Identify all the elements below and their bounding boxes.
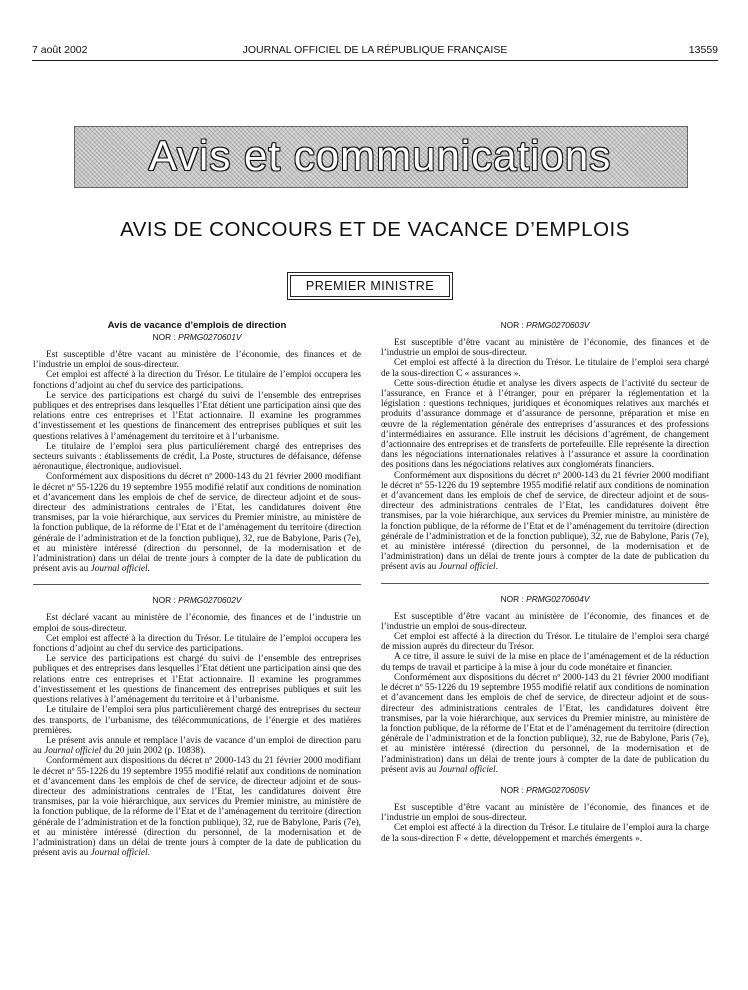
notice-separator [33, 584, 361, 585]
paragraph: Est susceptible d’être vacant au ministère de l’économie, des finances et de l’industrie un emploi de sous-directeur. [381, 338, 709, 359]
paragraph: Cette sous-direction étudie et analyse les divers aspects de l’activité du secteur de l’assurance, en France et à l’étranger, pour en préparer la réglementation et la législation : questions techniques, juridiques et économiques relatives aux marchés et produits d’assurance dommage et d’assurance de personne, préparation et mise en œuvre de la réglementation générale des entreprises d’assurances et des professions d’intermédiaires en assurance. Elle instruit les décisions d’agrément, de changement d’actionnaire des entreprises et de transferts de portefeuille. Elle représente la direction dans les négociations internationales relatives à l’assurance et assure la coordination des positions dans les négociations relatives aux conglomérats financiers. [381, 378, 709, 471]
paragraph: Cet emploi est affecté à la direction du Trésor. Le titulaire de l’emploi sera chargé de la sous-direction C « assurances ». [381, 358, 709, 379]
nor-code: PRMG0270601V [178, 332, 242, 342]
nor-reference: NOR : PRMG0270605V [500, 784, 590, 795]
paragraph-application: Conformément aux dispositions du décret nº 2000-143 du 21 février 2000 modifiant le décret nº 55-1226 du 19 septembre 1955 modifié relatif aux conditions de nomination et d’avancement dans les emplois de chef de service, de directeur adjoint et de sous-directeur des administrations centrales de l’Etat, les candidatures doivent être transmises, par la voie hiérarchique, aux services du Premier ministre, au ministère de la fonction publique, de la réforme de l’Etat et de l’aménagement du territoire (direction générale de l’administration et de la fonction publique), 32, rue de Babylone, Paris (7e), et au ministère intéressé (direction du personnel, de la modernisation et de l’administration) dans un délai de trente jours à compter de la date de publication du présent avis au Journal officiel. [33, 756, 361, 859]
nor-reference: NOR : PRMG0270601V [152, 332, 242, 342]
notice-1 [33, 332, 361, 574]
notice-4 [381, 594, 709, 775]
running-header [32, 44, 718, 58]
header-journal-title: JOURNAL OFFICIEL DE LA RÉPUBLIQUE FRANÇAISE [242, 44, 508, 56]
left-column [33, 320, 361, 858]
nor-code: PRMG0270604V [526, 593, 590, 604]
paragraph-application: Conformément aux dispositions du décret nº 2000-143 du 21 février 2000 modifiant le décret nº 55-1226 du 19 septembre 1955 modifié relatif aux conditions de nomination et d’avancement dans les emplois de chef de service, de directeur adjoint et de sous-directeur des administrations centrales de l’Etat, les candidatures doivent être transmises, par la voie hiérarchique, aux services du Premier ministre, au ministère de la fonction publique, de la réforme de l’Etat et de l’aménagement du territoire (direction générale de l’administration et de la fonction publique), 32, rue de Babylone, Paris (7e), et au ministère intéressé (direction du personnel, de la modernisation et de l’administration) dans un délai de trente jours à compter de la date de publication du présent avis au Journal officiel. [381, 470, 709, 573]
paragraph: Est susceptible d’être vacant au ministère de l’économie, des finances et de l’industrie un emploi de sous-directeur. [33, 350, 361, 371]
right-column [381, 320, 709, 844]
nor-reference: NOR : PRMG0270602V [152, 595, 242, 606]
notice-2 [33, 595, 361, 858]
paragraph: Est déclaré vacant au ministère de l’économie, des finances et de l’industrie un emploi de sous-directeur. [33, 613, 361, 634]
paragraph: Cet emploi est affecté à la direction du Trésor. Le titulaire de l’emploi sera chargé de mission auprès du directeur du Trésor. [381, 632, 709, 653]
section-title: AVIS DE CONCOURS ET DE VACANCE D’EMPLOIS [120, 218, 630, 241]
notice-heading: Avis de vacance d’emplois de direction [107, 320, 287, 331]
notice-5 [381, 785, 709, 844]
header-rule [32, 60, 718, 61]
paragraph: Le service des participations est chargé du suivi de l’ensemble des entreprises publiques et des entreprises dans lesquelles l’Etat détient une participation ainsi que des relations entre ces entreprises et l’Etat actionnaire. Il examine les programmes d’investissement et les questions de financement des entreprises publiques et suit les questions relatives à l’aménagement du territoire et à l’urbanisme. [33, 390, 361, 442]
banner-title: Avis et communications [148, 132, 612, 179]
header-page-number: 13559 [688, 44, 718, 56]
paragraph: Est susceptible d’être vacant au ministère de l’économie, des finances et de l’industrie un emploi de sous-directeur. [381, 611, 709, 632]
paragraph: Le titulaire de l’emploi sera plus particulièrement chargé des entreprises des secteurs suivants : établissements de crédit, La Poste, structures de défaisance, défense aéronautique, électronique, audiovisuel. [33, 441, 361, 473]
paragraph: Cet emploi est affecté à la direction du Trésor. Le titulaire de l’emploi occupera les fonctions d’adjoint au chef du service des participations. [33, 633, 361, 655]
paragraph: Le service des participations est chargé du suivi de l’ensemble des entreprises publiques et des entreprises dans lesquelles l’Etat détient une participation ainsi que des relations entre ces entreprises et l’Etat actionnaire. Il examine les programmes d’investissement et les questions de financement des entreprises publiques et suit les questions relatives à l’aménagement du territoire et à l’urbanisme. [33, 654, 361, 706]
nor-reference: NOR : PRMG0270603V [500, 320, 590, 330]
paragraph: A ce titre, il assure le suivi de la mise en place de l’aménagement et de la réduction du temps de travail et participe à la mise à jour du code monétaire et financier. [381, 652, 709, 673]
paragraph-annulment: Le présent avis annule et remplace l’avis de vacance d’un emploi de direction paru au Journal officiel du 20 juin 2002 (p. 10838). [33, 735, 361, 757]
nor-code: PRMG0270602V [178, 595, 242, 606]
paragraph-application: Conformément aux dispositions du décret nº 2000-143 du 21 février 2000 modifiant le décret nº 55-1226 du 19 septembre 1955 modifié relatif aux conditions de nomination et d’avancement dans les emplois de chef de service, de directeur adjoint et de sous-directeur des administrations centrales de l’Etat, les candidatures doivent être transmises, par la voie hiérarchique, aux services du Premier ministre, au ministère de la fonction publique, de la réforme de l’Etat et de l’aménagement du territoire (direction générale de l’administration et de la fonction publique), 32, rue de Babylone, Paris (7e), et au ministère intéressé (direction du personnel, de la modernisation et de l’administration) dans un délai de trente jours à compter de la date de publication du présent avis au Journal officiel. [33, 472, 361, 575]
paragraph: Cet emploi est affecté à la direction du Trésor. Le titulaire de l’emploi occupera les fonctions d’adjoint au chef du service des participations. [33, 370, 361, 391]
nor-code: PRMG0270603V [526, 320, 590, 330]
notice-separator [381, 583, 709, 584]
nor-reference: NOR : PRMG0270604V [500, 593, 590, 604]
ministry-box [287, 272, 453, 300]
paragraph: Cet emploi est affecté à la direction du Trésor. Le titulaire de l’emploi aura la charge de la sous-direction F « dette, développement et marchés émergents ». [381, 823, 709, 844]
ministry-label: PREMIER MINISTRE [290, 275, 450, 297]
nor-code: PRMG0270605V [526, 784, 590, 795]
paragraph-application: Conformément aux dispositions du décret nº 2000-143 du 21 février 2000 modifiant le décret nº 55-1226 du 19 septembre 1955 modifié relatif aux conditions de nomination et d’avancement dans les emplois de chef de service, de directeur adjoint et de sous-directeur des administrations centrales de l’Etat, les candidatures doivent être transmises, par la voie hiérarchique, aux services du Premier ministre, au ministère de la fonction publique, de la réforme de l’Etat et de l’aménagement du territoire (direction générale de l’administration et de la fonction publique), 32, rue de Babylone, Paris (7e), et au ministère intéressé (direction du personnel, de la modernisation et de l’administration) dans un délai de trente jours à compter de la date de publication du présent avis au Journal officiel. [381, 672, 709, 775]
header-date: 7 août 2002 [32, 44, 88, 56]
paragraph: Est susceptible d’être vacant au ministère de l’économie, des finances et de l’industrie un emploi de sous-directeur. [381, 802, 709, 824]
paragraph: Le titulaire de l’emploi sera plus particulièrement chargé des entreprises du secteur des transports, de l’urbanisme, des télécommunications, de l’énergie et des matières premières. [33, 705, 361, 736]
notice-3 [381, 320, 709, 573]
